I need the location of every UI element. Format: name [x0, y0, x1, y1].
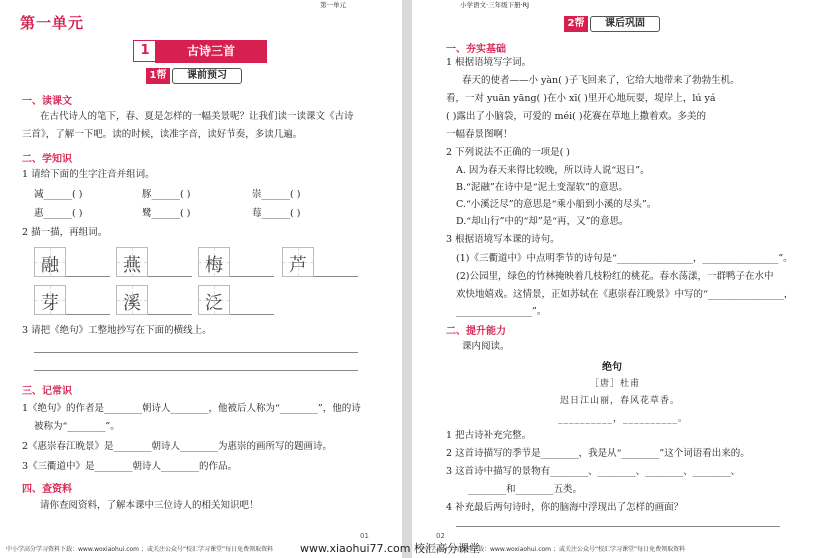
- question-2: 2 下列说法不正确的一项是( ): [446, 147, 570, 158]
- char-box: 泛: [198, 285, 230, 315]
- poem-title: 绝句: [602, 362, 622, 373]
- copy-line[interactable]: [34, 370, 358, 371]
- question-2: 2 描一描，再组词。: [22, 227, 108, 238]
- reading-q2: 2 这首诗描写的季节是________，我是从“________”这个词语看出来的。: [446, 448, 750, 459]
- read-paragraph-line1: 在古代诗人的笔下，春、夏是怎样的一幅美景呢？让我们读一读课文《古诗: [40, 111, 354, 122]
- char-box: 溪: [116, 285, 148, 315]
- char-answer-line[interactable]: [314, 276, 358, 277]
- lesson-number: 1: [133, 40, 156, 62]
- header-book: 小学语文·三年级下册·RJ: [460, 1, 530, 9]
- page-number: 02: [436, 532, 445, 540]
- question-1: 1 请给下面的生字注音并组词。: [22, 169, 155, 180]
- knowledge-1b: 被称为“________”。: [34, 421, 120, 432]
- section-basics: 一、夯实基础: [446, 44, 506, 55]
- pinyin-item: 减______( ): [34, 189, 83, 200]
- pre-study-label: 课前预习: [172, 68, 242, 84]
- review-tag: 2帮: [564, 16, 588, 32]
- footer-text: 中小学高分学习资料下载：www.woxiaohui.com ；或关注公众号“校汇学习课堂”每日免费领取资料: [418, 546, 686, 553]
- poem-blank[interactable]: __________，__________。: [558, 414, 689, 424]
- page-number: 01: [360, 532, 369, 540]
- question-1: 1 根据语境写字词。: [446, 57, 532, 68]
- choice-a: A. 因为春天来得比较晚，所以诗人说“迟日”。: [456, 165, 650, 176]
- char-answer-line[interactable]: [66, 276, 110, 277]
- pre-study-tag: 1帮: [146, 68, 170, 84]
- section-knowledge: 三、记常识: [22, 386, 72, 397]
- review-banner: [564, 16, 674, 32]
- question-3: 3 请把《绝句》工整地抄写在下面的横线上。: [22, 325, 212, 336]
- research-text: 请你查阅资料，了解本课中三位诗人的相关知识吧！: [40, 500, 259, 511]
- char-answer-line[interactable]: [230, 276, 274, 277]
- answer-line[interactable]: [456, 526, 780, 527]
- q1-line4: 一幅春景图啊！: [446, 129, 513, 140]
- q1-line2: 看，一对 yuān yāng( )在小 xī( )里开心地玩耍，堤岸上，lú yá: [446, 93, 716, 104]
- pinyin-item: 惠______( ): [34, 208, 83, 219]
- char-box: 芽: [34, 285, 66, 315]
- knowledge-1a: 1《绝句》的作者是________朝诗人________，他被后人称为“________”，他的诗: [22, 403, 361, 414]
- watermark: www.xiaohui77.com 校汇高分课堂: [300, 542, 480, 555]
- read-paragraph-line2: 三首》，了解一下吧。读的时候，读准字音，读好节奏，多读几遍。: [22, 129, 303, 140]
- section-improve: 二、提升能力: [446, 326, 506, 337]
- knowledge-2: 2《惠崇春江晚景》是________朝诗人________为惠崇的画所写的题画诗。: [22, 441, 333, 452]
- char-box: 芦: [282, 247, 314, 277]
- pinyin-item: 鹭______( ): [142, 208, 191, 219]
- section-read-text: 一、读课文: [22, 96, 72, 107]
- copy-line[interactable]: [34, 352, 358, 353]
- char-box: 燕: [116, 247, 148, 277]
- reading-label: 课内阅读。: [462, 341, 510, 352]
- q3-item2b: 欢快地嬉戏。这情景，正如苏轼在《惠崇春江晚景》中写的“________________，: [456, 289, 794, 300]
- char-answer-line[interactable]: [148, 276, 192, 277]
- question-3: 3 根据语境写本课的诗句。: [446, 234, 560, 245]
- knowledge-3: 3《三衢道中》是________朝诗人________的作品。: [22, 461, 238, 472]
- lesson-banner: [133, 40, 267, 62]
- q1-line3: ( )露出了小脑袋，可爱的 méi( )花赛在草地上撒着欢。多美的: [446, 111, 707, 122]
- char-box: 融: [34, 247, 66, 277]
- section-learn: 二、学知识: [22, 154, 72, 165]
- pre-study-banner: [146, 68, 256, 84]
- footer-text: 中小学高分学习资料下载：www.woxiaohui.com ；或关注公众号“校汇学习课堂”每日免费领取资料: [6, 546, 274, 553]
- right-page: [412, 0, 814, 558]
- reading-q4: 4 补充最后两句诗时，你的脑海中浮现出了怎样的画面？: [446, 502, 684, 513]
- poem-author: ［唐］杜甫: [590, 379, 641, 389]
- choice-b: B.“泥融”在诗中是“泥土变湿软”的意思。: [456, 182, 628, 193]
- char-answer-line[interactable]: [66, 314, 110, 315]
- pinyin-item: 豚______( ): [142, 189, 191, 200]
- pinyin-item: 莓______( ): [252, 208, 301, 219]
- q3-item1: (1)《三衢道中》中点明季节的诗句是“________________，________________”。: [456, 253, 793, 264]
- q3-item2a: (2)公园里，绿色的竹林掩映着几枝粉红的桃花。春水荡漾，一群鸭子在水中: [456, 271, 774, 282]
- poem-line: 迟日江山丽，春风花草香。: [560, 396, 681, 406]
- choice-c: C.“小溪泛尽”的意思是“乘小船到小溪的尽头”。: [456, 199, 657, 210]
- reading-q3a: 3 这首诗中描写的景物有________、________、________、________、: [446, 466, 741, 477]
- section-research: 四、查资料: [22, 484, 72, 495]
- char-answer-line[interactable]: [148, 314, 192, 315]
- char-box: 梅: [198, 247, 230, 277]
- lesson-title: 古诗三首: [155, 40, 267, 63]
- q1-line1: 春天的使者——小 yàn( )子飞回来了，它给大地带来了勃勃生机。: [462, 75, 740, 86]
- review-label: 课后巩固: [590, 16, 660, 32]
- choice-d: D.“却山行”中的“却”是“再，又”的意思。: [456, 216, 629, 227]
- pinyin-item: 崇______( ): [252, 189, 301, 200]
- unit-title: 第一单元: [20, 14, 85, 32]
- header-unit: 第一单元: [320, 1, 346, 9]
- reading-q1: 1 把古诗补充完整。: [446, 430, 532, 441]
- left-page: [0, 0, 402, 558]
- q3-item2c: ________________”。: [456, 306, 547, 317]
- char-answer-line[interactable]: [230, 314, 274, 315]
- reading-q3b: ________和________五类。: [468, 484, 583, 495]
